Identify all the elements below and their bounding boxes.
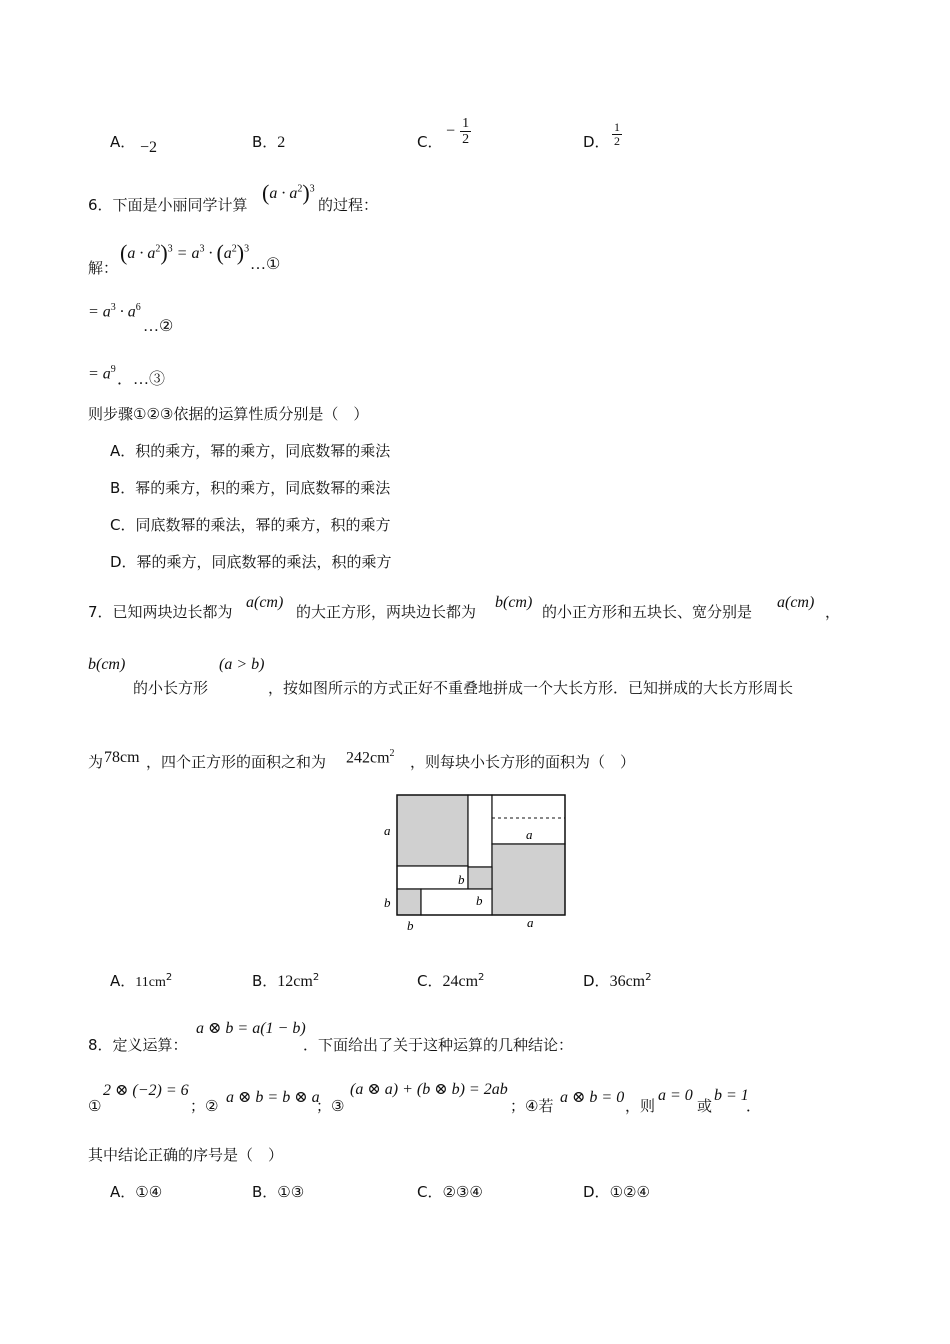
label-b-mid2: b (476, 893, 483, 908)
q5-option-c-value (446, 116, 471, 147)
q7-line1-a: 7．已知两块边长都为 (88, 603, 233, 621)
q7-option-c: C．$24cm^2$ (417, 972, 485, 990)
label-b-mid1: b (458, 872, 465, 887)
q8-question: 其中结论正确的序号是（ ） (88, 1146, 284, 1164)
q7-line2-a: 的小长方形 (133, 679, 209, 697)
q8-option-d: D．①②④ (583, 1183, 650, 1201)
q7-unit-b2: b(cm) (88, 656, 126, 673)
q8-c2-mark: ；② (190, 1097, 219, 1115)
label-b-left: b (384, 895, 391, 910)
q5-option-c-sign: − (446, 122, 456, 140)
q5-option-d-label: D． (583, 133, 610, 151)
q8-conclusion-2: a ⊗ b = b ⊗ a (226, 1089, 320, 1106)
q6-step1: $(a \cdot a^2)^3 = a^3 \cdot (a^2)^3$ (120, 240, 250, 265)
q8-conclusion-4: a ⊗ b = 0 (560, 1089, 625, 1106)
q6-option-a: A．积的乘方，幂的乘方，同底数幂的乘法 (110, 442, 391, 460)
label-a-left: a (384, 823, 391, 838)
q7-figure (370, 785, 580, 935)
q5-option-a-value: −2 (140, 139, 158, 156)
q7-line2-b: ，按如图所示的方式正好不重叠地拼成一个大长方形．已知拼成的大长方形周长 (268, 679, 794, 697)
q7-line1-d: ， (825, 603, 841, 621)
q8-c1-mark: ① (88, 1097, 102, 1115)
q7-line3-b: ，四个正方形的面积之和为 (146, 753, 327, 771)
q5-option-c-label: C． (417, 133, 443, 151)
q6-stem-prefix: 6．下面是小丽同学计算 (88, 196, 248, 214)
q6-step1-mark: …① (250, 256, 281, 273)
q6-option-c: C．同底数幂的乘法，幂的乘方，积的乘方 (110, 516, 391, 534)
q5-option-a (110, 131, 135, 152)
q6-question: 则步骤①②③依据的运算性质分别是（ ） (88, 405, 369, 423)
q7-line3-a: 为 (88, 753, 104, 771)
q8-or: 或 (697, 1097, 713, 1115)
q6-step2-mark: …② (143, 318, 174, 335)
q8-end: ． (746, 1097, 762, 1115)
q7-perimeter: 78cm (104, 749, 140, 766)
q5-option-b (252, 131, 285, 152)
q7-line1-c: 的小正方形和五块长、宽分别是 (542, 603, 753, 621)
q5-option-b-label: B． (252, 133, 278, 151)
q7-line1-b: 的大正方形，两块边长都为 (296, 603, 477, 621)
q5-option-d-value (612, 121, 622, 148)
small-square-2 (397, 889, 421, 915)
q8-c3-mark: ；③ (316, 1097, 345, 1115)
label-a-bottom: a (527, 915, 534, 930)
q7-unit-a2: a(cm) (777, 594, 815, 611)
q6-step3: = $a^9$ (88, 364, 116, 383)
q7-unit-a1: a(cm) (246, 594, 284, 611)
label-a-mid: a (526, 827, 533, 842)
label-b-bottom: b (407, 918, 414, 933)
q5-option-d-denominator: 2 (614, 134, 620, 148)
q7-unit-b1: b(cm) (495, 594, 533, 611)
q8-option-b: B．①③ (252, 1183, 305, 1201)
q5-option-c-numerator: 1 (462, 116, 470, 131)
q7-option-b: B．$12cm^2$ (252, 972, 320, 990)
q6-expression: $(a \cdot a^2)^3$ (262, 180, 315, 205)
q5-option-a-label: A． (110, 133, 136, 151)
q8-stem-a: 8．定义运算： (88, 1036, 188, 1054)
q5-option-c-fraction (460, 116, 471, 147)
q6-stem-suffix: 的过程： (318, 196, 379, 214)
q6-step3-mark: ．…③ (117, 371, 166, 388)
q8-conclusion-1: 2 ⊗ (−2) = 6 (103, 1082, 189, 1099)
q8-stem-b: ．下面给出了关于这种运算的几种结论： (303, 1036, 574, 1054)
q8-c4-mark: ；④若 (510, 1097, 554, 1115)
q8-option-a: A．①④ (110, 1183, 163, 1201)
q6-step2: = $a^3 \cdot a^6$ (88, 302, 141, 321)
q8-c4-then: ，则 (625, 1097, 656, 1115)
q8-conclusion-3: (a ⊗ a) + (b ⊗ b) = 2ab (350, 1081, 508, 1098)
large-square-1 (397, 795, 468, 866)
small-square-1 (468, 867, 492, 889)
q8-option-c: C．②③④ (417, 1183, 483, 1201)
q7-condition: (a > b) (219, 656, 265, 673)
q7-option-d: D．$36cm^2$ (583, 972, 652, 990)
q5-option-c-denominator: 2 (462, 132, 470, 147)
q8-result-1: a = 0 (658, 1087, 693, 1104)
q8-definition: a ⊗ b = a(1 − b) (196, 1020, 306, 1037)
small-rect-vertical (468, 795, 492, 867)
q7-area-sum: $242cm^2$ (346, 748, 395, 767)
q6-solution-label: 解： (88, 259, 119, 277)
large-square-2 (492, 844, 565, 915)
q8-result-2: b = 1 (714, 1087, 749, 1104)
q5-option-d-numerator: 1 (614, 120, 620, 134)
q6-option-d: D．幂的乘方，同底数幂的乘法，积的乘方 (110, 553, 392, 571)
q5-option-b-value: 2 (277, 134, 286, 151)
q7-line3-c: ，则每块小长方形的面积为（ ） (410, 753, 636, 771)
q5-option-d-fraction (612, 121, 622, 148)
q6-option-b: B．幂的乘方，积的乘方，同底数幂的乘法 (110, 479, 391, 497)
q7-option-a: A．$11cm^2$ (110, 972, 173, 990)
